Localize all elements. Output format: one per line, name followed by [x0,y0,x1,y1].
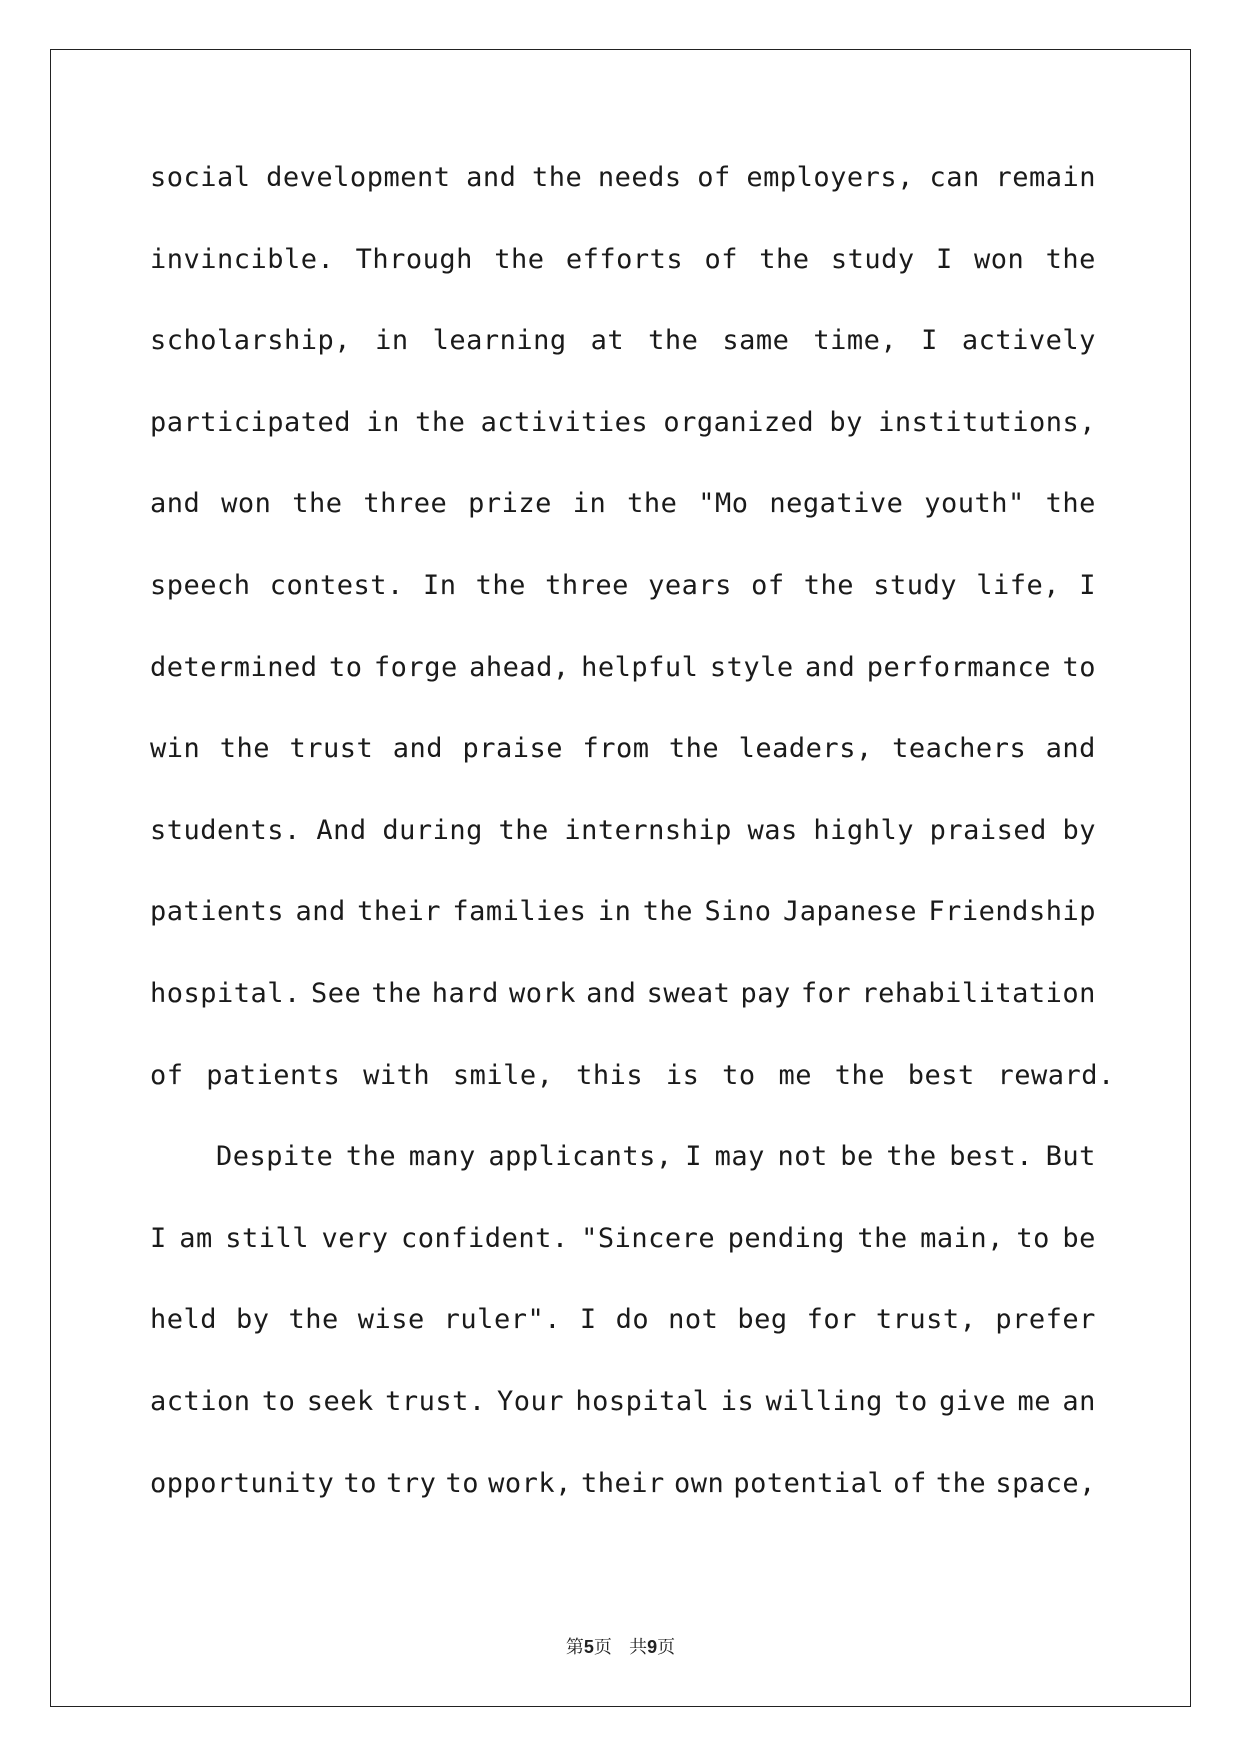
word: trust, [875,1304,977,1336]
page-footer [0,1633,1241,1659]
word: space, [995,1467,1096,1499]
word: Japanese [782,896,917,928]
word: and [586,977,637,1009]
word: students. [150,814,301,846]
word: in [597,896,632,928]
word: the [668,733,720,765]
word: participated [150,406,352,438]
word: forge [373,651,458,683]
text-line [150,894,1096,976]
word: "Sincere [581,1222,716,1254]
word: may [714,1141,765,1173]
word: the [371,977,422,1009]
word: to [328,651,363,683]
word: And [316,814,367,846]
footer-total-prefix: 共 [629,1637,648,1658]
word: the [759,243,810,275]
text-line [150,731,1096,813]
word: I [150,1222,167,1254]
word: the [531,162,583,193]
word: try [386,1467,437,1499]
word: not [777,1141,828,1173]
word: But [1045,1141,1096,1173]
total-pages-number: 9 [647,1637,658,1657]
word: I [685,1141,702,1173]
word: by [235,1304,270,1336]
text-line [150,1302,1096,1384]
word: ruler". [443,1304,561,1336]
word: rehabilitation [861,977,1096,1009]
word: activities [480,406,649,438]
word: and [466,162,517,193]
word: I [935,243,953,275]
word: main, [920,1222,1004,1254]
word: youth" [924,488,1025,520]
word: the [475,569,526,601]
word: same [722,325,790,357]
word: and [392,733,443,765]
word: an [1062,1385,1096,1417]
word: many [408,1141,476,1173]
word: of [893,1467,927,1499]
word: the [292,488,343,520]
text-line [150,405,1096,487]
word: me [1017,1385,1052,1417]
word: confident. [401,1222,569,1254]
word: ahead, [469,651,570,683]
word: the [1045,488,1096,520]
word: "Mo [698,488,749,520]
word: years [648,569,732,601]
text-line [150,568,1096,650]
text-line: of patients with smile, this is to me the best reward. [150,1059,1115,1091]
word: hospital [575,1385,710,1417]
word: still [225,1222,310,1254]
word: do [615,1304,650,1336]
word: their [581,1467,665,1499]
word: beg [737,1304,788,1336]
word: to [343,1467,377,1499]
text-line [150,1139,1096,1221]
document-body [150,160,1115,1547]
word: willing [765,1385,883,1417]
word: trust. [385,1385,486,1417]
footer-prefix: 第 [565,1637,584,1658]
word: the [219,733,271,765]
word: the [935,1467,987,1499]
word: to [1016,1222,1050,1254]
word: during [382,814,483,846]
word: remain [995,162,1096,193]
word: the [498,814,549,846]
current-page-number: 5 [583,1637,594,1657]
word: development [266,162,451,193]
word: families [452,896,587,928]
text-line [150,323,1096,405]
word: action [150,1385,251,1417]
word: invincible. [150,243,335,275]
word: study [873,569,958,601]
word: to [445,1467,479,1499]
word: to [261,1385,296,1417]
word: to [894,1385,928,1417]
word: negative [769,488,904,520]
word: highly [813,814,914,846]
word: very [321,1222,389,1254]
word: I [579,1304,597,1336]
word: style [709,651,794,683]
word: opportunity [150,1467,335,1499]
word: the [648,325,699,357]
word: in [572,488,607,520]
word: to [1062,651,1096,683]
word: of [697,162,731,193]
word: performance [866,651,1052,683]
word: patients [150,896,285,928]
text-line [150,1221,1096,1303]
footer-page-label: 页 [593,1637,612,1658]
word: applicants, [488,1141,673,1173]
word: held [150,1304,218,1336]
word: Through [355,243,473,275]
word: teachers [892,733,1027,765]
text-line [150,242,1096,324]
word: for [800,977,852,1009]
word: three [545,569,629,601]
word: social [150,162,251,193]
word: needs [597,162,682,193]
word: is [720,1385,755,1417]
word: wise [357,1304,425,1336]
word: three [363,488,448,520]
word: be [1062,1222,1096,1254]
word: can [929,162,980,193]
word: organized [663,406,815,438]
word: by [829,406,863,438]
word: best. [949,1141,1034,1173]
word: leaders, [738,733,873,765]
word: am [179,1222,213,1254]
word: the [288,1304,339,1336]
word: internship [564,814,732,846]
word: work, [488,1467,572,1499]
word: the [627,488,678,520]
word: actively [961,325,1096,357]
word: life, [976,569,1060,601]
word: own [673,1467,725,1499]
word: potential [733,1467,885,1499]
word: not [668,1304,719,1336]
word: won [221,488,272,520]
word: the [886,1141,937,1173]
word: and [805,651,856,683]
word: I [1079,569,1096,601]
word: their [357,896,441,928]
word: and [1045,733,1096,765]
text-line [150,976,1096,1058]
word: determined [150,651,318,683]
word: give [939,1385,1007,1417]
word: the [857,1222,908,1254]
word: seek [306,1385,374,1417]
word: prize [468,488,552,520]
word: be [840,1141,874,1173]
word: hard [431,977,499,1009]
word: and [295,896,346,928]
word: efforts [565,243,684,275]
word: of [751,569,785,601]
word: institutions, [878,406,1096,438]
word: at [590,325,625,357]
word: praise [462,733,563,765]
word: of [704,243,738,275]
text-line [150,813,1096,895]
word: the [803,569,855,601]
word: and [150,488,201,520]
word: prefer [995,1304,1096,1336]
text-line [150,1384,1096,1466]
word: Friendship [928,896,1096,928]
word: sweat [646,977,731,1009]
word: learning [432,325,567,357]
word: contest. [269,569,404,601]
footer-total-suffix: 页 [657,1637,676,1658]
text-line [150,650,1096,732]
word: I [921,325,938,357]
word: In [422,569,457,601]
word: time, [813,325,898,357]
text-line [150,160,1096,242]
word: by [1062,814,1096,846]
word: employers, [746,162,914,193]
word: hospital. [150,977,301,1009]
word: in [366,406,400,438]
word: was [747,814,798,846]
word: Despite [216,1141,334,1173]
word: scholarship, [150,325,352,357]
word: study [830,243,915,275]
word: the [345,1141,397,1173]
word: the [415,406,466,438]
text-line [150,1466,1096,1548]
text-line [150,486,1096,568]
word: pay [740,977,791,1009]
word: the [642,896,694,928]
word: helpful [581,651,699,683]
word: for [806,1304,857,1336]
word: work [508,977,576,1009]
word: speech [150,569,251,601]
word: the [1045,243,1096,275]
word: from [582,733,650,765]
word: See [310,977,362,1009]
word: Your [497,1385,565,1417]
word: in [375,325,409,357]
word: the [494,243,545,275]
word: trust [289,733,374,765]
word: pending [727,1222,845,1254]
word: Sino [704,896,772,928]
word: win [150,733,201,765]
word: won [974,243,1025,275]
word: praised [929,814,1047,846]
